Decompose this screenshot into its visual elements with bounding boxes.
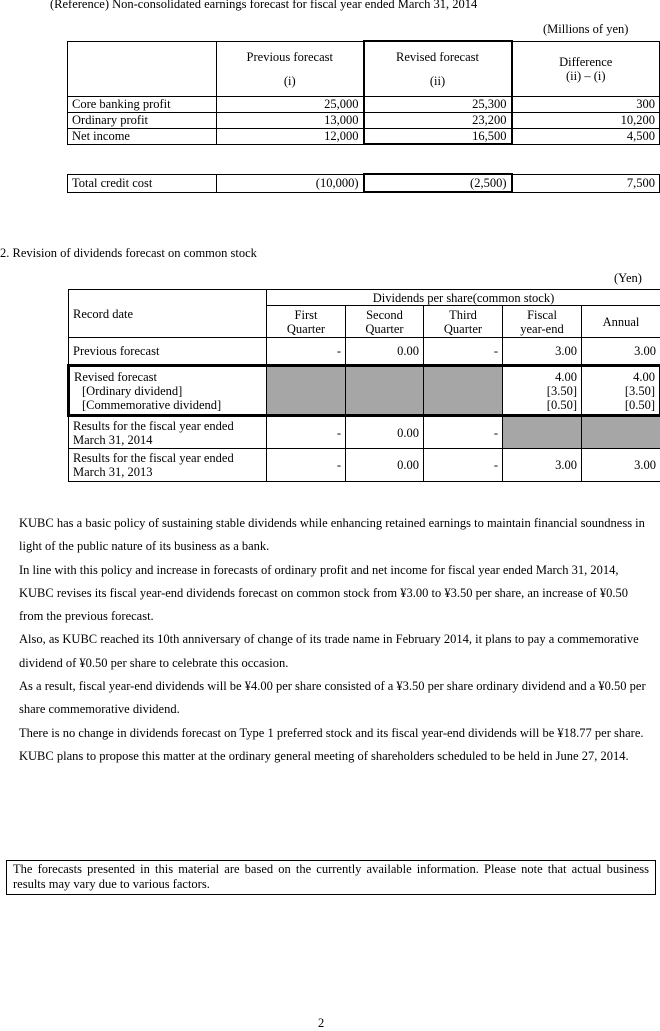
cell-q3: - xyxy=(424,338,503,366)
table-row xyxy=(68,96,660,112)
header-second-quarter: Second Quarter xyxy=(346,306,424,338)
cell-fy: 3.00 xyxy=(503,449,582,482)
header-diff-sub: (ii) – (i) xyxy=(565,68,606,83)
page-number: 2 xyxy=(318,1016,325,1030)
row-label: Net income xyxy=(68,128,217,144)
cell-q2: 0.00 xyxy=(346,416,424,449)
header-prev-sub: (i) xyxy=(283,73,296,88)
cell-prev: 12,000 xyxy=(217,128,364,144)
header-third-quarter: Third Quarter xyxy=(424,306,503,338)
cell-prev: 25,000 xyxy=(217,96,364,112)
cell-q1: - xyxy=(267,338,346,366)
shaded-cell xyxy=(424,366,503,416)
header-record-date: Record date xyxy=(69,290,267,338)
header-difference xyxy=(512,41,660,96)
disclaimer-box: The forecasts presented in this material are based on the currently available information. Please note that actual business results may vary due to various factors. xyxy=(6,860,656,895)
cell-q2: 0.00 xyxy=(346,338,424,366)
paragraph: There is no change in dividends forecast on Type 1 preferred stock and its fiscal year-end dividends will be ¥18.77 per share. xyxy=(19,725,644,740)
shaded-cell xyxy=(503,416,582,449)
cell-q1: - xyxy=(267,416,346,449)
header-previous-forecast xyxy=(217,41,364,96)
shaded-cell xyxy=(346,366,424,416)
cell-rev: (2,500) xyxy=(364,174,512,192)
table-row xyxy=(68,128,660,144)
empty-header-cell xyxy=(68,41,217,96)
cell-annual: 4.00 [3.50] [0.50] xyxy=(582,366,660,416)
dividends-table xyxy=(67,289,660,482)
cell-annual: 3.00 xyxy=(582,338,660,366)
cell-annual: 3.00 xyxy=(582,449,660,482)
table-row xyxy=(69,449,660,482)
body-text xyxy=(19,512,649,768)
dividends-unit: (Yen) xyxy=(614,271,642,285)
shaded-cell xyxy=(582,416,660,449)
header-diff-label: Difference xyxy=(559,54,613,69)
earnings-forecast-table xyxy=(67,40,660,145)
cell-diff: 4,500 xyxy=(512,128,660,144)
cell-rev: 25,300 xyxy=(364,96,512,112)
row-label: Ordinary profit xyxy=(68,112,217,128)
paragraph: KUBC has a basic policy of sustaining stable dividends while enhancing retained earnings to maintain financial soundness in light of the public nature of its business as a bank. xyxy=(19,516,645,554)
row-label: Results for the fiscal year ended March 31, 2014 xyxy=(69,416,267,449)
reference-unit: (Millions of yen) xyxy=(543,22,629,36)
paragraph: KUBC plans to propose this matter at the ordinary general meeting of shareholders scheduled to be held in June 27, 2014. xyxy=(19,748,629,763)
row-label: Revised forecast [Ordinary dividend] [Commemorative dividend] xyxy=(69,366,267,416)
paragraph: As a result, fiscal year-end dividends will be ¥4.00 per share consisted of a ¥3.50 per share ordinary dividend and a ¥0.50 per share commemorative dividend. xyxy=(19,679,646,717)
row-label: Core banking profit xyxy=(68,96,217,112)
header-fiscal-year-end: Fiscal year-end xyxy=(503,306,582,338)
cell-prev: (10,000) xyxy=(217,174,364,192)
shaded-cell xyxy=(267,366,346,416)
table-row xyxy=(69,416,660,449)
cell-q3: - xyxy=(424,416,503,449)
row-label: Total credit cost xyxy=(68,174,217,192)
table-row xyxy=(69,338,660,366)
cell-prev: 13,000 xyxy=(217,112,364,128)
cell-diff: 10,200 xyxy=(512,112,660,128)
dividends-title: 2. Revision of dividends forecast on common stock xyxy=(0,246,257,260)
reference-title: (Reference) Non-consolidated earnings forecast for fiscal year ended March 31, 2014 xyxy=(50,0,478,11)
table-row xyxy=(68,174,660,192)
header-prev-label: Previous forecast xyxy=(246,49,333,64)
row-label: Previous forecast xyxy=(69,338,267,366)
cell-q2: 0.00 xyxy=(346,449,424,482)
header-annual: Annual xyxy=(582,306,660,338)
cell-diff: 7,500 xyxy=(512,174,660,192)
header-revised-forecast xyxy=(364,41,512,96)
cell-fy: 3.00 xyxy=(503,338,582,366)
cell-diff: 300 xyxy=(512,96,660,112)
paragraph: Also, as KUBC reached its 10th anniversary of change of its trade name in February 2014, it plans to pay a commemorative dividend of ¥0.50 per share to celebrate this occasion. xyxy=(19,632,639,670)
credit-cost-table xyxy=(67,173,660,193)
table-row xyxy=(68,112,660,128)
cell-rev: 23,200 xyxy=(364,112,512,128)
cell-q1: - xyxy=(267,449,346,482)
header-rev-sub: (ii) xyxy=(429,73,446,88)
cell-fy: 4.00 [3.50] [0.50] xyxy=(503,366,582,416)
cell-rev: 16,500 xyxy=(364,128,512,144)
table-row-revised xyxy=(69,366,660,416)
row-label: Results for the fiscal year ended March 31, 2013 xyxy=(69,449,267,482)
paragraph: In line with this policy and increase in forecasts of ordinary profit and net income for fiscal year ended March 31, 2014, KUBC revises its fiscal year-end dividends forecast on common stock from ¥3.00 to ¥3.50 per share, an increase of ¥0.50 from the previous forecast. xyxy=(19,562,628,624)
cell-q3: - xyxy=(424,449,503,482)
header-first-quarter: First Quarter xyxy=(267,306,346,338)
header-dividends-per-share: Dividends per share(common stock) xyxy=(267,290,660,306)
header-rev-label: Revised forecast xyxy=(396,49,479,64)
